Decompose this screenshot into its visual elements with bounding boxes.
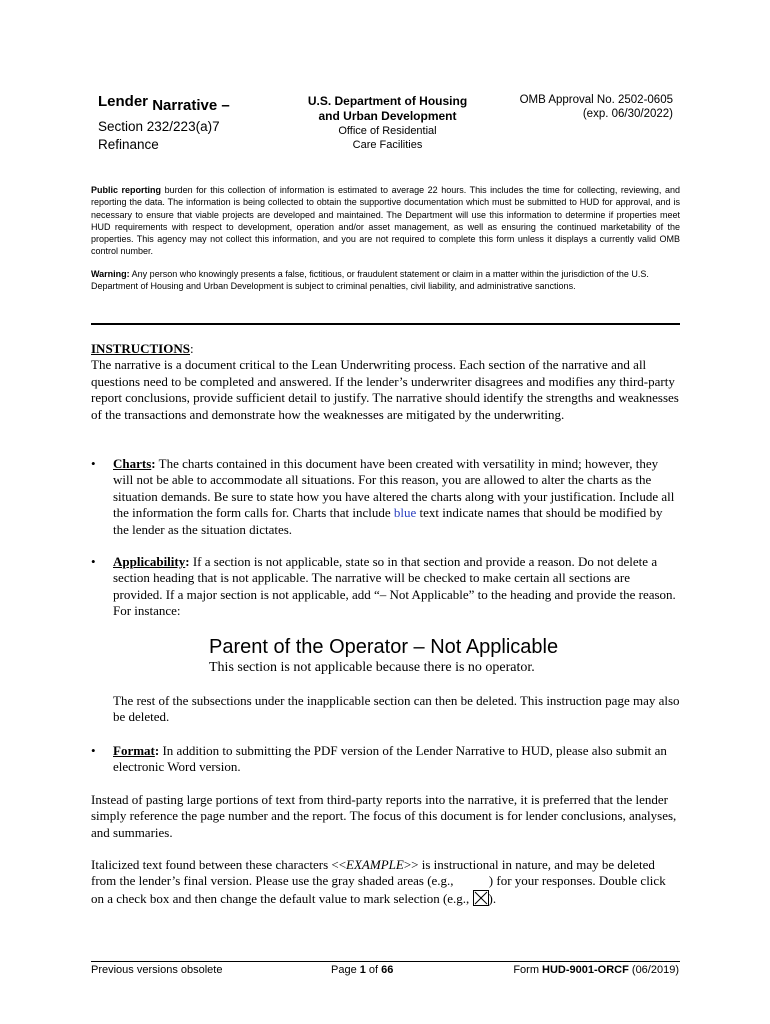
page-number: Page 1 of 66: [331, 964, 394, 976]
divider: [91, 323, 680, 325]
footer-divider: [91, 961, 680, 962]
document-subtitle: Section 232/223(a)7 Refinance: [98, 119, 220, 152]
office-name: Office of Residential Care Facilities: [338, 125, 437, 151]
warning-statement: Warning: Any person who knowingly presents a false, fictitious, or fraudulent statement or claim in a matter within the jurisdiction of the U.S. Department of Housing and Urban Development is subject to criminal penalties, civil liability, and administrative sanctions.: [91, 269, 649, 292]
italic-text-paragraph: Italicized text found between these characters <<EXAMPLE>> is instructional in nature, and may be deleted from the lender’s final version. Please use the gray shaded areas (e.g., ) for your responses. Double click on a check box and then change the default value to mark selection (e.g., ).: [91, 857, 666, 906]
shaded-response-field[interactable]: [457, 874, 489, 887]
pasting-paragraph: Instead of pasting large portions of text from third-party reports into the narrative, it is preferred that the lender simply reference the page number and the report. The focus of this document is for lender conclusions, analyses, and summaries.: [91, 792, 677, 840]
instructions-section: INSTRUCTIONS: The narrative is a document critical to the Lean Underwriting process. Each section of the narrative and all questions need to be completed and answered. If the lender’s underwriter disagrees and modifies any third-party report conclusions, provide sufficient detail to justify. The narrative should identify the strengths and weaknesses of the transactions and demonstrate how the weaknesses are mitigated by the underwriting.: [91, 341, 681, 423]
example-heading: Parent of the Operator – Not Applicable: [209, 636, 559, 658]
list-item-charts: • Charts: The charts contained in this document have been created with versatility in mind; however, they will not be able to accommodate all situations. For this reason, you are allowed to alter the charts as the situation demands. Be sure to state how you have altered the charts along with your justification. Include all the information the form calls for. Charts that include blue text indicate names that should be modified by the lender as the situation dictates.: [91, 456, 675, 537]
title-block: [98, 93, 230, 154]
rest-subsections-text: The rest of the subsections under the inapplicable section can then be deleted. This instruction page may also be deleted.: [113, 693, 680, 725]
checked-checkbox-icon[interactable]: [473, 890, 489, 906]
bullet-icon: •: [91, 743, 96, 758]
instructions-heading: INSTRUCTIONS: [91, 341, 190, 356]
department-heading: U.S. Department of Housing and Urban Development Office of Residential Care Facilities: [290, 94, 485, 152]
bullet-icon: •: [91, 456, 96, 471]
footer-previous-versions: Previous versions obsolete: [91, 964, 223, 976]
instructions-intro: The narrative is a document critical to the Lean Underwriting process. Each section of the narrative and all questions need to be completed and answered. If the lender’s underwriter disagrees and modifies any third-party report conclusions, provide sufficient detail to justify. The narrative should identify the strengths and weaknesses of the transactions and demonstrate how the weaknesses are mitigated by the underwriting.: [91, 357, 679, 422]
form-identifier: Form HUD-9001-ORCF (06/2019): [513, 964, 679, 976]
document-title: Lender Narrative –: [98, 93, 230, 114]
list-item-format: • Format: In addition to submitting the PDF version of the Lender Narrative to HUD, please also submit an electronic Word version.: [91, 743, 667, 775]
example-text: This section is not applicable because there is no operator.: [209, 660, 535, 675]
omb-approval: OMB Approval No. 2502-0605 (exp. 06/30/2022): [519, 94, 673, 120]
bullet-icon: •: [91, 554, 96, 569]
public-reporting-statement: Public reporting burden for this collection of information is estimated to average 22 hours. This includes the time for collecting, reviewing, and reporting the data. The information is being collected to obtain the supportive documentation which must be submitted to HUD for approval, and is necessary to ensure that viable projects are developed and maintained. The Department will use this information to determine if properties meet HUD requirements with respect to development, operation and/or asset management, as well as ensuring the continued marketability of the properties. This agency may not collect this information, and you are not required to complete this form unless it displays a currently valid OMB control number.: [91, 185, 680, 257]
list-item-applicability: • Applicability: If a section is not applicable, state so in that section and provide a reason. Do not delete a section heading that is not applicable. The narrative will be checked to make certain all sections are provided. If a major section is not applicable, add “– Not Applicable” to the heading and provide the reason. For instance:: [91, 554, 676, 619]
